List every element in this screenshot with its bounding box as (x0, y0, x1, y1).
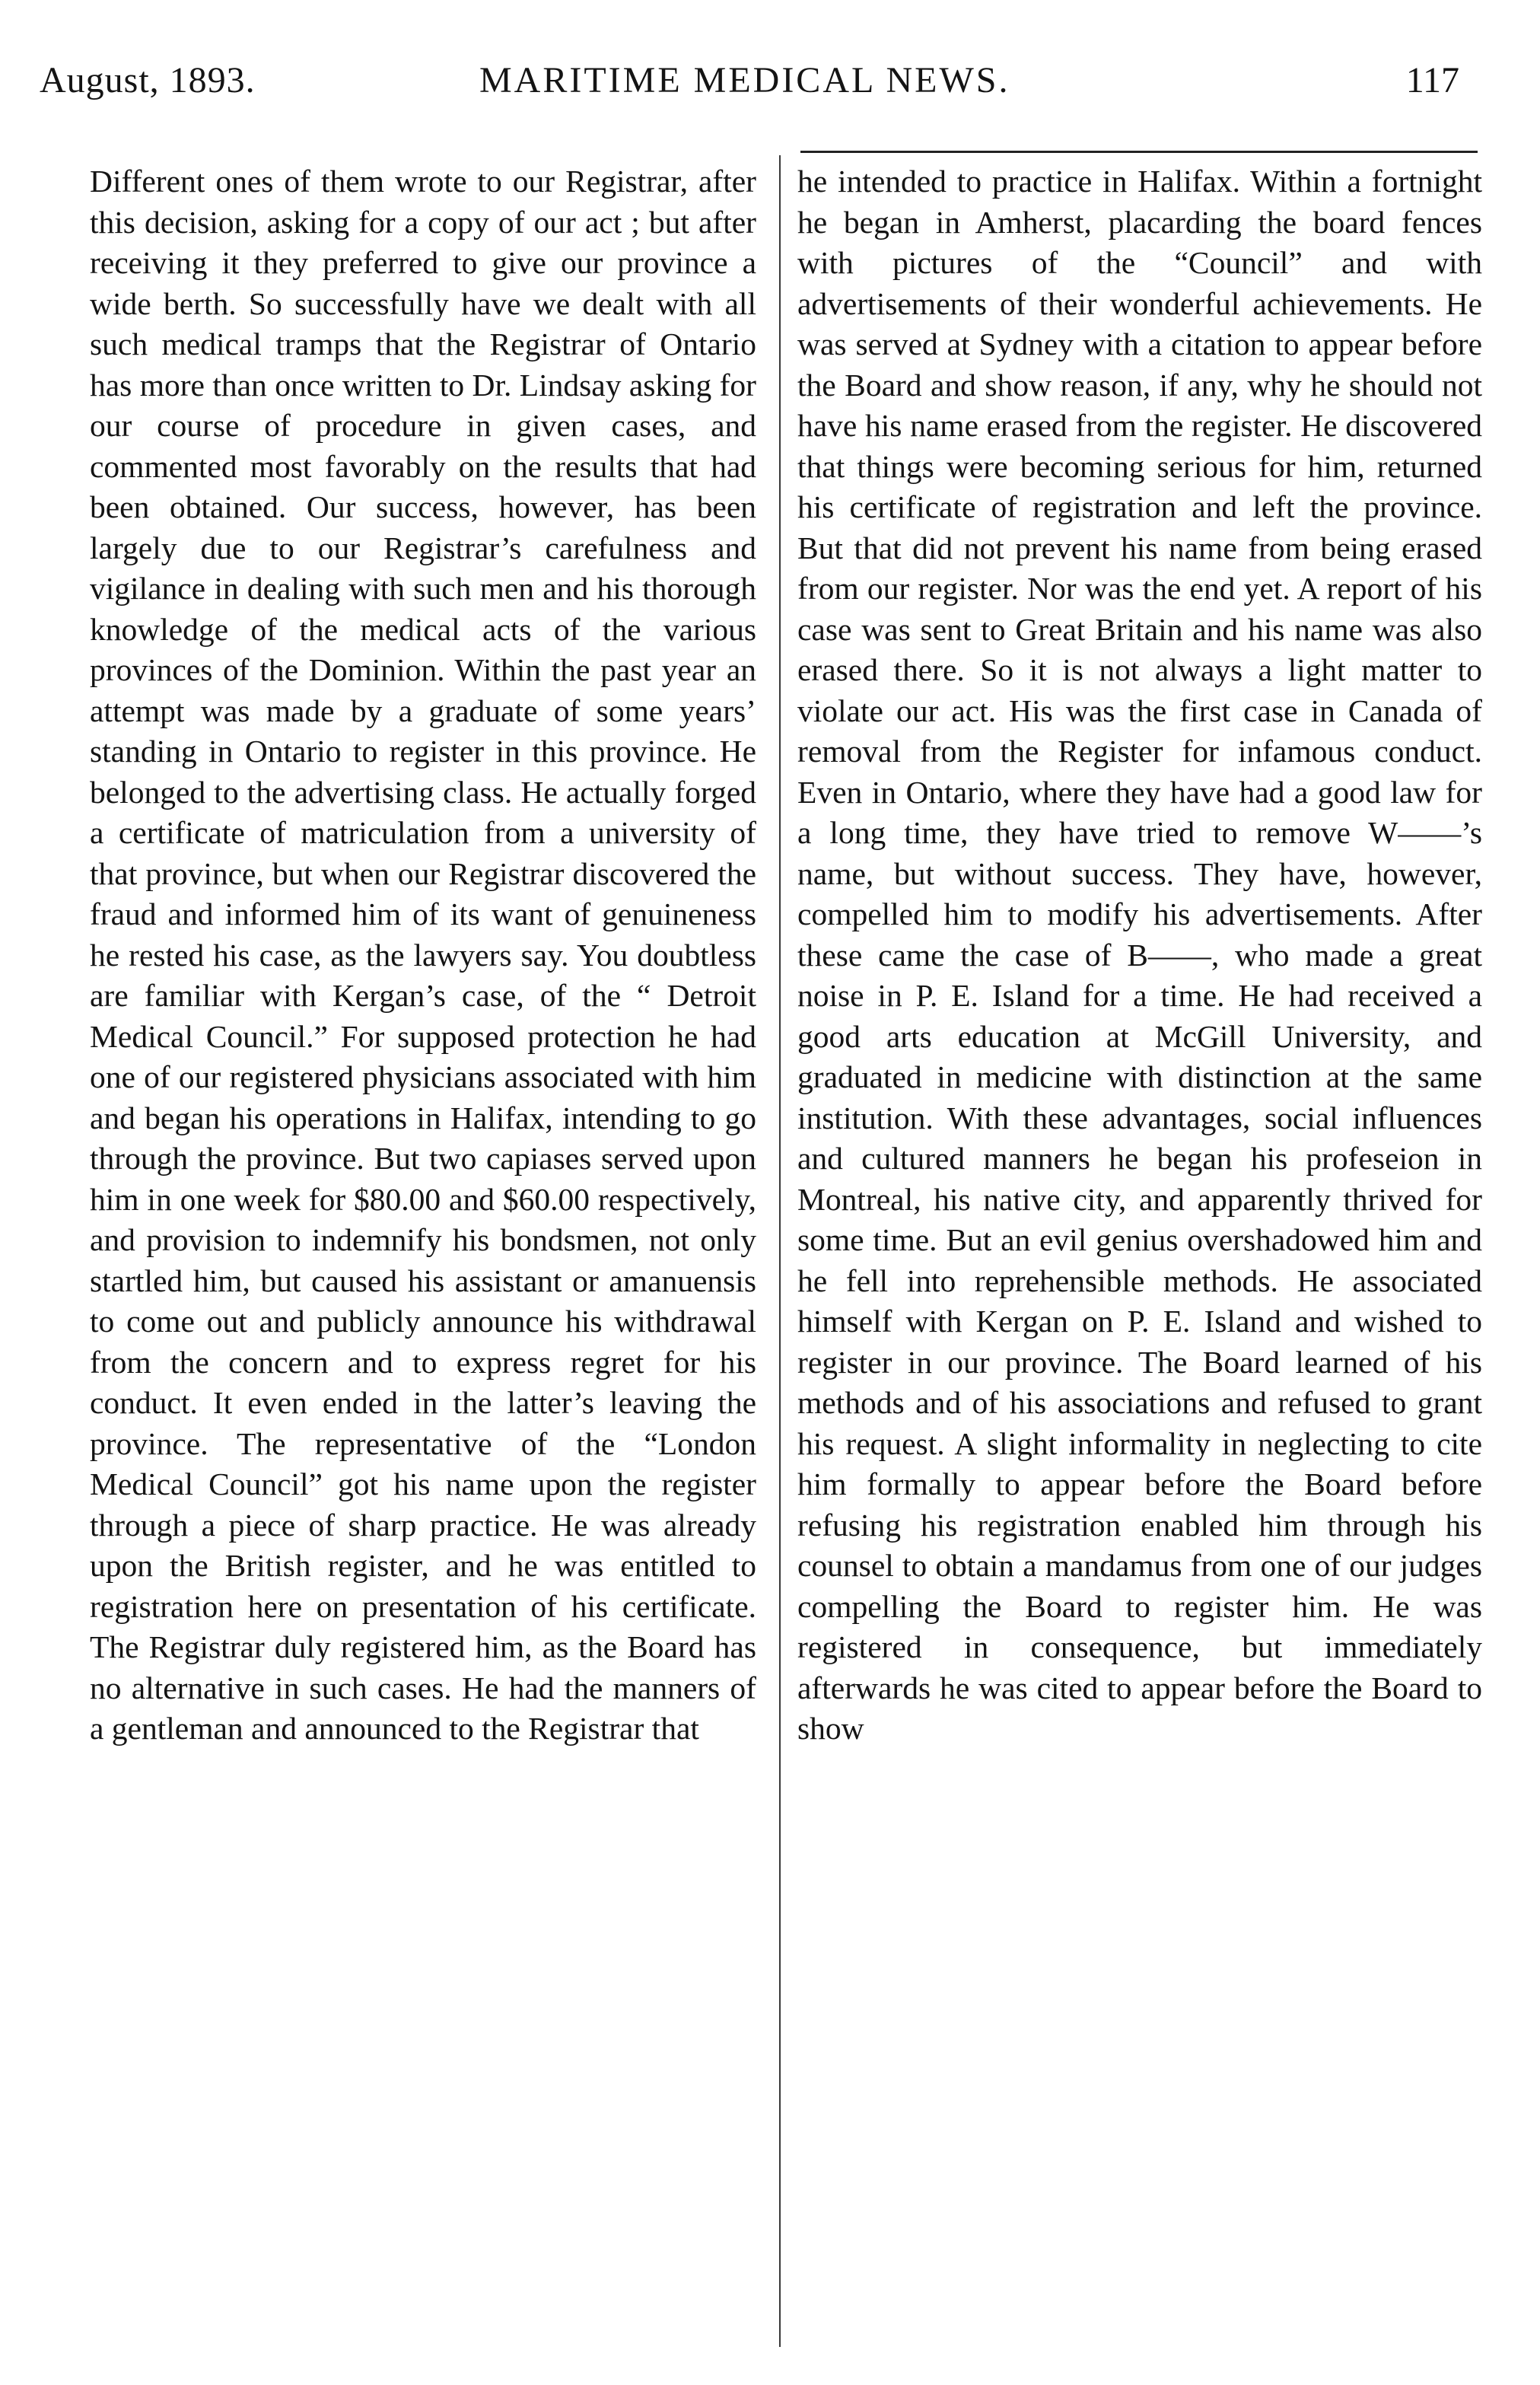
running-header (0, 43, 1540, 111)
right-column-text: he intended to practice in Halifax. Within a fortnight he began in Amherst, placarding the board fences with pictures of the “Council” and with advertisements of their wonderful achievements. He was served at Sydney with a citation to appear before the Board and show reason, if any, why he should not have his name erased from the register. He discovered that things were becoming serious for him, returned his certificate of registration and left the province. But that did not prevent his name from being erased from our register. Nor was the end yet. A report of his case was sent to Great Britain and his name was also erased there. So it is not always a light matter to violate our act. His was the first case in Canada of removal from the Register for infamous conduct. Even in Ontario, where they have had a good law for a long time, they have tried to remove W——’s name, but without success. They have, however, compelled him to modify his advertisements. After these came the case of B——, who made a great noise in P. E. Island for a time. He had received a good arts education at McGill University, and graduated in medicine with distinction at the same institution. With these advantages, social influences and cultured manners he began his profeseion in Montreal, his native city, and apparently thrived for some time. But an evil genius overshadowed him and he fell into reprehensible methods. He associated himself with Kergan on P. E. Island and wished to register in our province. The Board learned of his methods and of his associations and refused to grant his request. A slight informality in neglecting to cite him formally to appear before the Board before refusing his registration enabled him through his counsel to obtain a mandamus from one of our judges compelling the Board to register him. He was registered in consequence, but immediately afterwards he was cited to appear before the Board to show (797, 164, 1482, 1746)
journal-title: MARITIME MEDICAL NEWS. (479, 60, 1010, 100)
issue-date: August, 1893. (40, 60, 256, 100)
page-number: 117 (1405, 60, 1459, 100)
header-rule (800, 151, 1478, 153)
column-divider (779, 155, 781, 2347)
left-column-text: Different ones of them wrote to our Registrar, after this decision, asking for a copy of our act ; but after receiving it they preferred to give our province a wide berth. So successfully have we dealt with all such medical tramps that the Registrar of Ontario has more than once written to Dr. Lindsay asking for our course of procedure in given cases, and commented most favorably on the results that had been obtained. Our success, however, has been largely due to our Registrar’s carefulness and vigilance in dealing with such men and his thorough knowledge of the medical acts of the various provinces of the Dominion. Within the past year an attempt was made by a graduate of some years’ standing in Ontario to register in this province. He belonged to the advertising class. He actually forged a certificate of matriculation from a university of that province, but when our Registrar discovered the fraud and informed him of its want of genuineness he rested his case, as the lawyers say. You doubtless are familiar with Kergan’s case, of the “ Detroit Medical Council.” For supposed protection he had one of our registered physicians associated with him and began his operations in Halifax, intending to go through the province. But two capiases served upon him in one week for $80.00 and $60.00 respectively, and provision to indemnify his bondsmen, not only startled him, but caused his assistant or amanuensis to come out and publicly announce his withdrawal from the concern and to express regret for his conduct. It even ended in the latter’s leaving the province. The representative of the “London Medical Council” got his name upon the register through a piece of sharp practice. He was already upon the British register, and he was entitled to registration here on presentation of his certificate. The Registrar duly registered him, as the Board has no alternative in such cases. He had the manners of a gentleman and announced to the Registrar that (90, 164, 756, 1746)
